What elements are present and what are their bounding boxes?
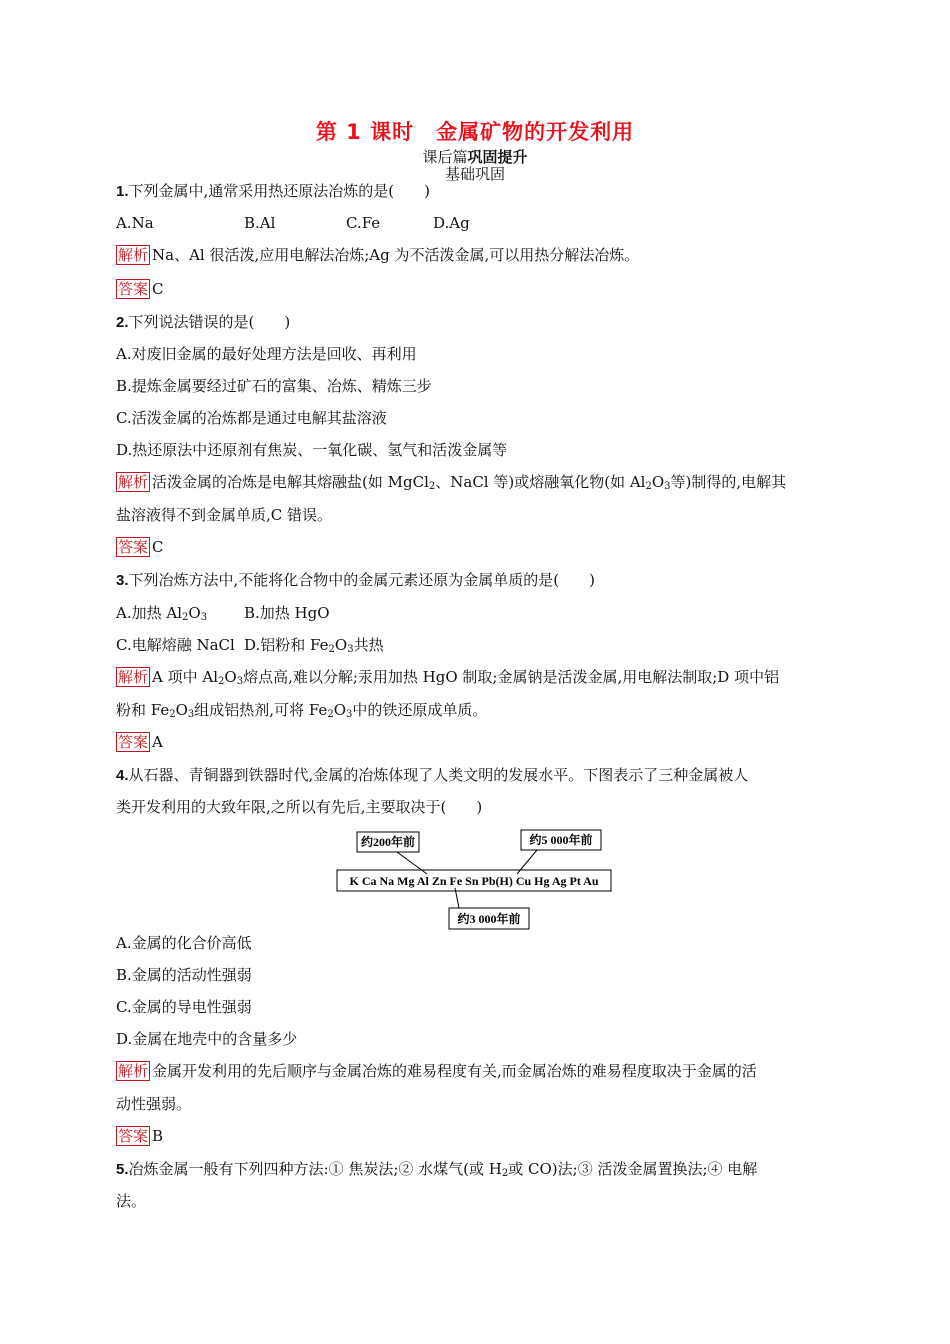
analysis-text: 粉和 Fe [116, 701, 170, 719]
q2-option-d: D.热还原法中还原剂有焦炭、一氧化碳、氢气和活泼金属等 [116, 441, 508, 459]
analysis-text: 熔点高,难以分解;汞用加热 HgO 制取;金属钠是活泼金属,用电解法制取;D 项中铝 [243, 668, 780, 686]
answer-tag: 答案 [118, 538, 149, 556]
analysis-text: A 项中 Al [152, 668, 219, 686]
q1-option-a: A.Na [116, 214, 154, 232]
metal-series: K Ca Na Mg Al Zn Fe Sn Pb(H) Cu Hg Ag Pt Au [349, 874, 599, 888]
answer-tag: 答案 [118, 733, 149, 751]
question-3-stem [116, 570, 595, 591]
analysis-tag: 解析 [118, 1062, 149, 1080]
q2-option-b: B.提炼金属要经过矿石的富集、冶炼、精炼三步 [116, 377, 432, 395]
analysis-tag: 解析 [118, 473, 149, 491]
answer-value: C [152, 538, 164, 556]
analysis-text: Na、Al 很活泼,应用电解法冶炼;Ag 为不活泼金属,可以用热分解法冶炼。 [152, 246, 640, 264]
q3-option-d [244, 635, 384, 655]
analysis-text: 中的铁还原成单质。 [352, 701, 488, 719]
answer-tag: 答案 [118, 280, 149, 298]
q2-analysis-line-2: 盐溶液得不到金属单质,C 错误。 [116, 506, 333, 524]
q3-answer [116, 732, 163, 752]
analysis-tag: 解析 [118, 668, 149, 686]
option-text: O [188, 604, 201, 622]
page-title: 第 1 课时 金属矿物的开发利用 [315, 120, 635, 144]
question-number: 3. [116, 572, 129, 589]
answer-value: A [152, 733, 163, 751]
question-text: 冶炼金属一般有下列四种方法:① 焦炭法;② 水煤气(或 H [128, 1160, 502, 1178]
analysis-text: O [651, 473, 665, 491]
answer-tag: 答案 [118, 1127, 149, 1145]
subscript: 2 [218, 676, 225, 687]
subscript: 2 [169, 709, 176, 720]
q2-option-a: A.对废旧金属的最好处理方法是回收、再利用 [116, 345, 417, 363]
subscript: 2 [328, 644, 335, 655]
subscript: 3 [236, 676, 244, 687]
q3-analysis-line-2 [116, 700, 487, 720]
q4-answer [116, 1126, 163, 1146]
q4-option-b: B.金属的活动性强弱 [116, 966, 252, 984]
metal-activity-diagram [335, 828, 615, 932]
q4-option-c: C.金属的导电性强弱 [116, 998, 252, 1016]
section-heading: 基础巩固 [444, 165, 505, 183]
subscript: 2 [428, 481, 436, 492]
subscript: 3 [187, 709, 195, 720]
question-5-stem-line-1 [116, 1159, 757, 1180]
analysis-text: 组成铝热剂,可将 Fe [194, 701, 328, 719]
q3-option-b: B.加热 HgO [244, 604, 330, 622]
question-4-stem-line-2: 类开发利用的大致年限,之所以有先后,主要取决于( ) [116, 798, 483, 816]
q4-option-a: A.金属的化合价高低 [116, 934, 252, 952]
q2-option-c: C.活泼金属的冶炼都是通过电解其盐溶液 [116, 409, 387, 427]
q4-option-d: D.金属在地壳中的含量多少 [116, 1030, 298, 1048]
subtitle-prefix: 课后篇 [422, 148, 468, 166]
q4-analysis-line-2: 动性强弱。 [116, 1095, 192, 1113]
question-text: 下列冶炼方法中,不能将化合物中的金属元素还原为金属单质的是( ) [128, 571, 595, 589]
subscript: 3 [346, 709, 353, 720]
diagram-svg [335, 828, 615, 932]
option-text: 共热 [353, 636, 384, 654]
subscript: 2 [645, 481, 652, 492]
q1-option-c: C.Fe [346, 214, 381, 232]
q3-analysis-line-1 [116, 667, 779, 687]
subscript: 3 [200, 612, 208, 623]
analysis-text: 、NaCl 等)或熔融氧化物(如 Al [435, 473, 646, 491]
option-text: D.铝粉和 Fe [244, 636, 329, 654]
analysis-tag: 解析 [118, 246, 149, 264]
label-5000: 约5 000年前 [529, 833, 593, 847]
q2-answer [116, 537, 164, 557]
label-200: 约200年前 [360, 835, 416, 849]
question-number: 4. [116, 767, 129, 784]
subscript: 2 [327, 709, 334, 720]
analysis-text: 活泼金属的冶炼是电解其熔融盐(如 MgCl [152, 473, 429, 491]
q1-option-b: B.Al [244, 214, 276, 232]
answer-value: B [152, 1127, 164, 1145]
q3-option-a [116, 603, 207, 623]
label-3000: 约3 000年前 [457, 912, 521, 926]
analysis-text: 等)制得的,电解其 [670, 473, 787, 491]
option-text: A.加热 Al [116, 604, 182, 622]
option-text: O [334, 636, 348, 654]
subscript: 2 [182, 612, 189, 623]
q1-analysis [116, 245, 639, 265]
question-text: 或 CO)法;③ 活泼金属置换法;④ 电解 [508, 1160, 758, 1178]
question-5-stem-line-2: 法。 [116, 1192, 147, 1210]
question-4-stem-line-1 [116, 765, 748, 786]
question-number: 1. [116, 183, 129, 200]
question-text: 下列说法错误的是( ) [128, 313, 291, 331]
q2-analysis-line-1 [116, 472, 786, 492]
answer-value: C [152, 280, 164, 298]
subtitle-bold: 巩固提升 [467, 148, 528, 166]
question-text: 从石器、青铜器到铁器时代,金属的冶炼体现了人类文明的发展水平。下图表示了三种金属被人 [128, 766, 749, 784]
subscript: 2 [501, 1168, 509, 1179]
q1-option-d: D.Ag [433, 214, 470, 232]
subscript: 3 [347, 644, 354, 655]
question-number: 2. [116, 314, 129, 331]
analysis-text: 金属开发利用的先后顺序与金属冶炼的难易程度有关,而金属冶炼的难易程度取决于金属的活 [152, 1062, 757, 1080]
analysis-text: O [333, 701, 346, 719]
question-2-stem [116, 312, 290, 333]
analysis-text: O [175, 701, 188, 719]
q3-option-c: C.电解熔融 NaCl [116, 636, 235, 654]
analysis-text: O [224, 668, 237, 686]
q4-analysis-line-1 [116, 1061, 757, 1081]
subscript: 3 [664, 481, 671, 492]
question-text: 下列金属中,通常采用热还原法冶炼的是( ) [128, 182, 430, 200]
q1-answer [116, 279, 164, 299]
question-number: 5. [116, 1161, 129, 1178]
question-1-stem [116, 181, 430, 202]
